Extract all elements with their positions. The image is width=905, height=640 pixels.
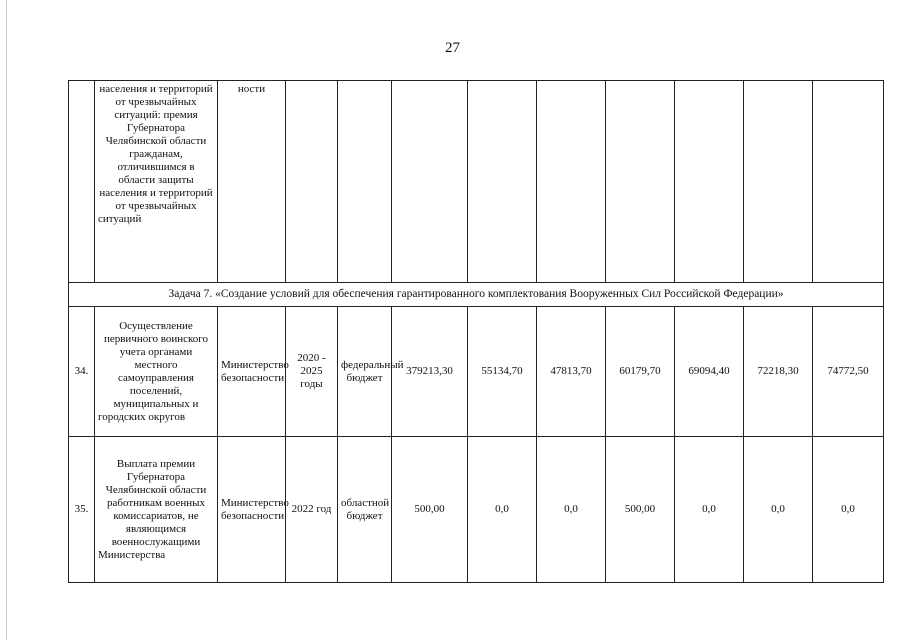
cell-period	[286, 81, 338, 283]
cell-period: 2020 - 2025 годы	[286, 307, 338, 437]
cell-source	[338, 81, 392, 283]
page-edge-line	[6, 0, 7, 640]
table-row	[69, 437, 884, 583]
cell-value: 379213,30	[392, 307, 468, 437]
cell-value: 0,0	[468, 437, 537, 583]
cell-value: 74772,50	[813, 307, 884, 437]
cell-value	[468, 81, 537, 283]
table-row-continued	[69, 81, 884, 283]
cell-value: 60179,70	[606, 307, 675, 437]
cell-value	[813, 81, 884, 283]
cell-value: 47813,70	[537, 307, 606, 437]
cell-description: Выплата премии Губернатора Челябинской области работникам военных комиссариатов, не являющимся военнослужащими Министерства	[95, 437, 218, 583]
cell-value	[744, 81, 813, 283]
task-heading-row	[69, 283, 884, 307]
program-activities-table	[68, 80, 884, 583]
cell-period: 2022 год	[286, 437, 338, 583]
cell-value	[606, 81, 675, 283]
table-row	[69, 307, 884, 437]
cell-executor: Министерство безопасности	[218, 307, 286, 437]
cell-value	[675, 81, 744, 283]
cell-number: 35.	[69, 437, 95, 583]
cell-number	[69, 81, 95, 283]
cell-number: 34.	[69, 307, 95, 437]
cell-description: населения и территорий от чрезвычайных ситуаций: премия Губернатора Челябинской области гражданам, отличившимся в области защиты населения и территорий от чрезвычайных ситуаций	[95, 81, 218, 283]
cell-value: 0,0	[813, 437, 884, 583]
cell-value: 0,0	[675, 437, 744, 583]
cell-value	[537, 81, 606, 283]
cell-value: 72218,30	[744, 307, 813, 437]
task-heading: Задача 7. «Создание условий для обеспечения гарантированного комплектования Вооруженных Сил Российской Федерации»	[69, 283, 884, 307]
cell-value: 0,0	[537, 437, 606, 583]
cell-value: 55134,70	[468, 307, 537, 437]
cell-source: областной бюджет	[338, 437, 392, 583]
cell-value: 500,00	[606, 437, 675, 583]
cell-value: 500,00	[392, 437, 468, 583]
cell-executor: ности	[218, 81, 286, 283]
page-number: 27	[445, 40, 460, 56]
cell-executor: Министерство безопасности	[218, 437, 286, 583]
cell-source: федеральный бюджет	[338, 307, 392, 437]
cell-value: 69094,40	[675, 307, 744, 437]
cell-value	[392, 81, 468, 283]
cell-description: Осуществление первичного воинского учета органами местного самоуправления поселений, муниципальных и городских округов	[95, 307, 218, 437]
cell-value: 0,0	[744, 437, 813, 583]
